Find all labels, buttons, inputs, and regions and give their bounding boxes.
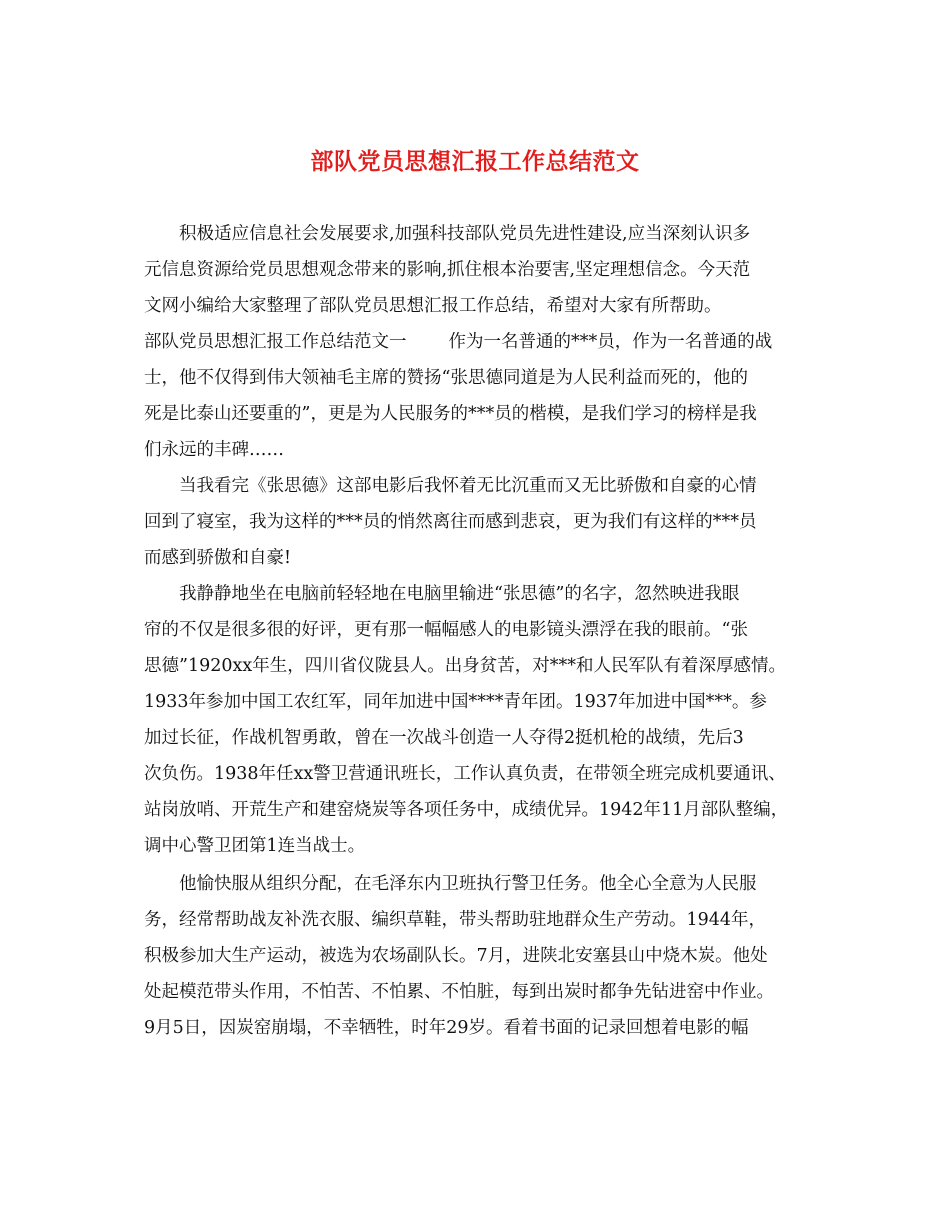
text-line: 作为一名普通的***员，作为一名普通的战 bbox=[448, 332, 773, 352]
text-line: 当我看完《张思德》这部电影后我怀着无比沉重而又无比骄傲和自豪的心情 bbox=[179, 476, 757, 496]
text-line: 元信息资源给党员思想观念带来的影响,抓住根本治要害,坚定理想信念。今天范 bbox=[144, 260, 751, 280]
text-line: 死是比泰山还要重的”，更是为人民服务的***员的楷模，是我们学习的榜样是我 bbox=[144, 404, 757, 424]
text-line: 文网小编给大家整理了部队党员思想汇报工作总结，希望对大家有所帮助。 bbox=[144, 296, 722, 316]
text-line: 加过长征，作战机智勇敢，曾在一次战斗创造一人夺得2挺机枪的战绩，先后3 bbox=[144, 728, 744, 748]
text-line: 士，他不仅得到伟大领袖毛主席的赞扬“张思德同道是为人民利益而死的，他的 bbox=[144, 368, 748, 388]
text-line: 积极参加大生产运动，被选为农场副队长。7月，进陕北安塞县山中烧木炭。他处 bbox=[144, 946, 768, 966]
text-line-heading-row bbox=[144, 330, 772, 354]
text-line: 务，经常帮助战友补洗衣服、编织草鞋，带头帮助驻地群众生产劳动。1944年， bbox=[144, 910, 767, 930]
text-line: 积极适应信息社会发展要求,加强科技部队党员先进性建设,应当深刻认识多 bbox=[179, 224, 751, 244]
document-title: 部队党员思想汇报工作总结范文 bbox=[310, 148, 640, 175]
text-line: 处起模范带头作用，不怕苦、不怕累、不怕脏，每到出炭时都争先钻进窑中作业。 bbox=[144, 982, 774, 1002]
text-line: 而感到骄傲和自豪! bbox=[144, 548, 292, 568]
text-line: 他愉快服从组织分配，在毛泽东内卫班执行警卫任务。他全心全意为人民服 bbox=[179, 874, 757, 894]
text-line: 调中心警卫团第1连当战士。 bbox=[144, 836, 366, 856]
text-line: 思德”1920xx年生，四川省仪陇县人。出身贫苦，对***和人民军队有着深厚感情。 bbox=[144, 656, 786, 676]
text-line: 我静静地坐在电脑前轻轻地在电脑里输进“张思德”的名字，忽然映进我眼 bbox=[179, 584, 740, 604]
text-line: 回到了寝室，我为这样的***员的悄然离往而感到悲哀，更为我们有这样的***员 bbox=[144, 512, 757, 532]
section-heading: 部队党员思想汇报工作总结范文一 bbox=[144, 332, 407, 352]
text-line: 站岗放哨、开荒生产和建窑烧炭等各项任务中，成绩优异。1942年11月部队整编， bbox=[144, 800, 789, 820]
text-line: 帘的不仅是很多很的好评，更有那一幅幅感人的电影镜头漂浮在我的眼前。“张 bbox=[144, 620, 748, 640]
text-line: 们永远的丰碑…… bbox=[144, 440, 284, 460]
text-line: 次负伤。1938年任xx警卫营通讯班长，工作认真负责，在带领全班完成机要通讯、 bbox=[144, 764, 786, 784]
text-line: 9月5日，因炭窑崩塌，不幸牺牲，时年29岁。看着书面的记录回想着电影的幅 bbox=[144, 1018, 749, 1038]
text-line: 1933年参加中国工农红军，同年加进中国****青年团。1937年加进中国***。参 bbox=[144, 692, 767, 712]
